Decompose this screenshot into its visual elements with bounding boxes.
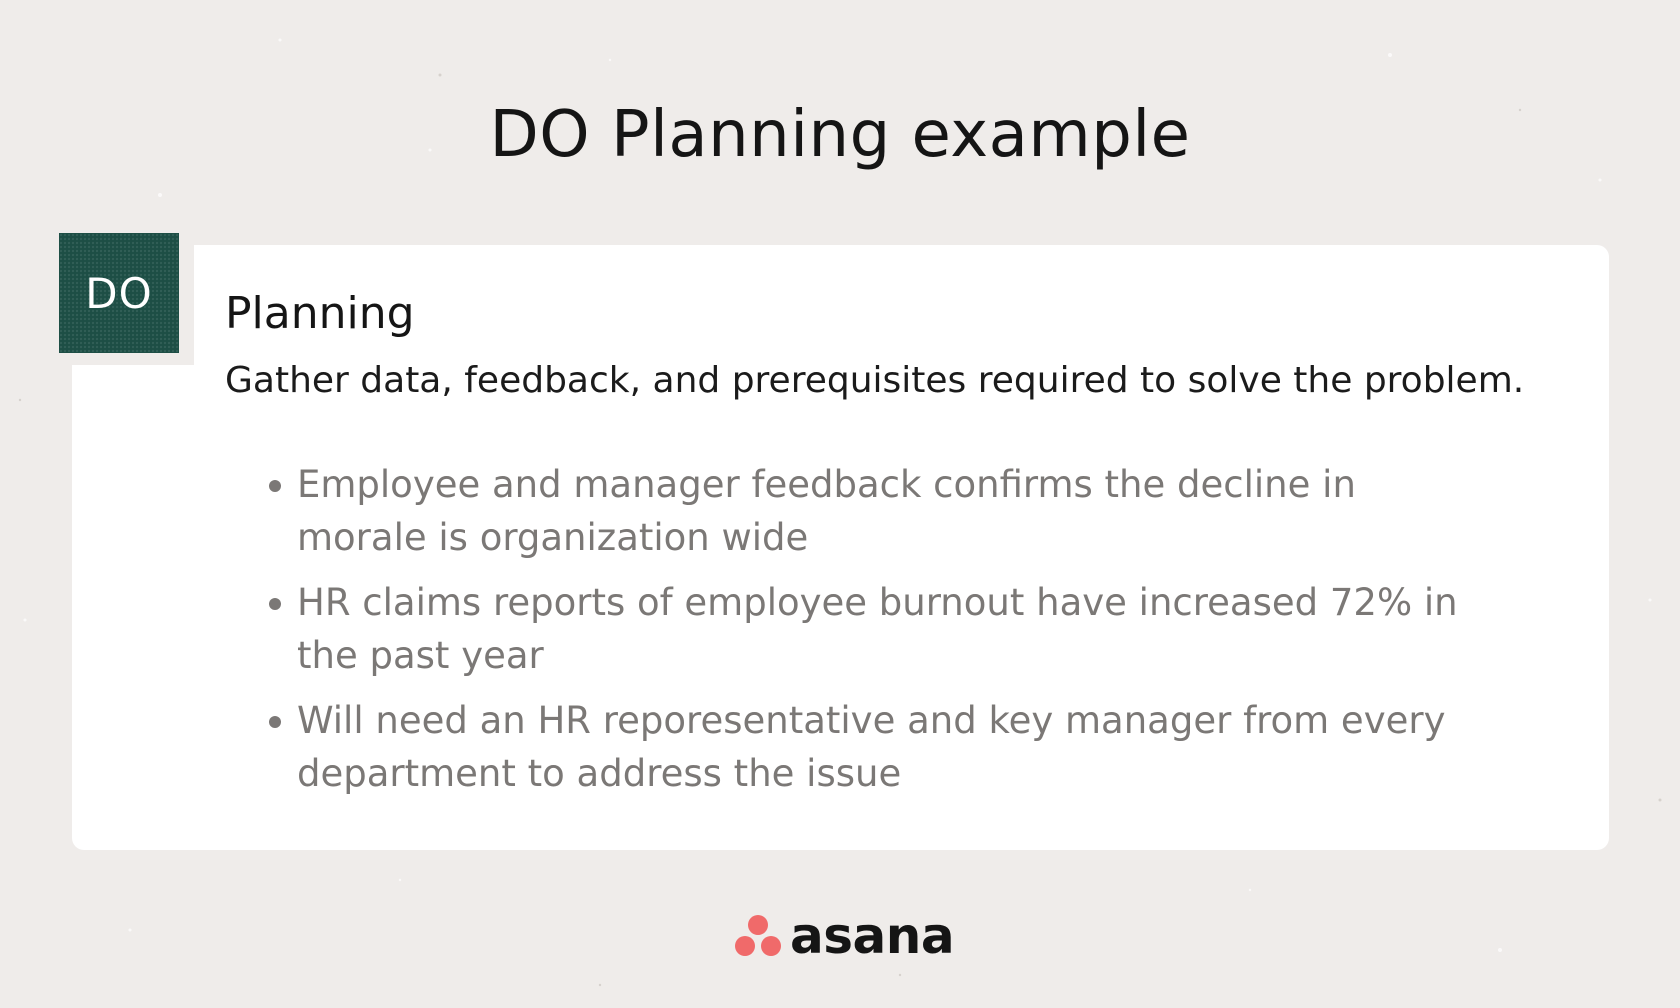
page-title: DO Planning example xyxy=(489,98,1191,172)
bullet-dot-icon xyxy=(269,480,281,492)
section-heading: Planning xyxy=(225,288,415,339)
list-item xyxy=(265,576,1465,682)
phase-badge: DO xyxy=(59,233,179,353)
section-description: Gather data, feedback, and prerequisites required to solve the problem. xyxy=(225,360,1525,401)
list-item-text: HR claims reports of employee burnout have increased 72% in the past year xyxy=(297,581,1458,677)
list-item xyxy=(265,694,1465,800)
list-item-text: Will need an HR reporesentative and key manager from every department to address the issue xyxy=(297,699,1446,795)
list-item xyxy=(265,458,1465,564)
brand-logo xyxy=(734,906,954,966)
bullet-dot-icon xyxy=(269,598,281,610)
three-dots-logo-icon xyxy=(734,914,782,958)
bullet-list xyxy=(265,458,1465,812)
brand-name: asana xyxy=(790,907,955,965)
bullet-dot-icon xyxy=(269,716,281,728)
list-item-text: Employee and manager feedback confirms the decline in morale is organization wide xyxy=(297,463,1356,559)
